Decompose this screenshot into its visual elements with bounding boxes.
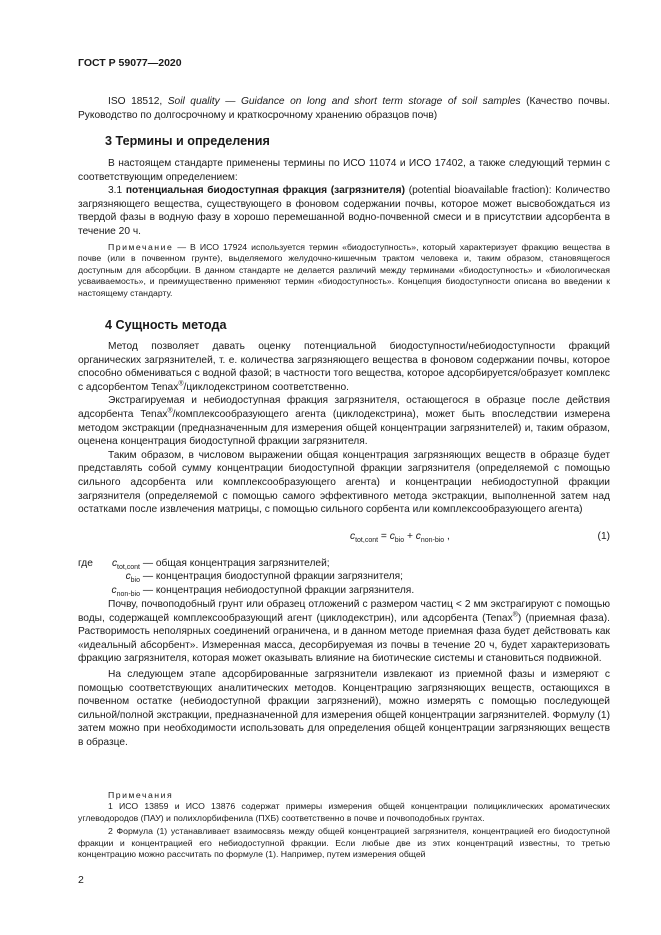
paragraph-4 (78, 598, 610, 666)
paragraph-5: На следующем этапе адсорбированные загрязнители извлекают из приемной фазы и измеряют с помощью соответствующих аналитических методов. Концентрацию загрязняющих веществ, остающихся в почвенном остатке (небиодоступной фракции загрязнений), можно измерять с помощью последующей сильной/полной экстракции, предназначенной для измерения общей концентрации загрязнителей. Формулу (1) затем можно при необходимости использовать для определения общей концентрации загрязняющих веществ в образце. (78, 668, 610, 748)
note-1: 1 ИСО 13859 и ИСО 13876 содержат примеры измерения общей концентрации полициклических ароматических углеводородов (ПАУ) и полихлорбифенила (ПХБ) соответственно в почве и почвоподобных грунтах. (78, 801, 610, 823)
legend-row (78, 584, 414, 597)
reference-title: Soil quality — Guidance on long and short term storage of soil samples (167, 96, 521, 107)
formula-legend (78, 557, 414, 597)
section-3-note (78, 242, 610, 299)
where-word: где (78, 558, 93, 569)
p4-text: Почву, почвоподобный грунт или образец отложений с размером частиц < 2 мм экстрагируют с помощью воды, содержащей комплексообразующий агент (циклодекстрин), или адсорбента (Tenax (78, 599, 610, 624)
paragraph-2 (78, 394, 610, 448)
sub-tot: tot,cont (355, 537, 379, 545)
section-3-title: 3 Термины и определения (105, 134, 270, 148)
legend-desc: — концентрация небиодоступной фракции загрязнителя. (142, 584, 415, 596)
registered-mark: ® (178, 380, 184, 388)
legend-sub: non-bio (116, 590, 140, 598)
sub-bio: bio (394, 537, 405, 545)
term-text: (potential bioavailable fraction): Количество загрязняющего вещества, существующего в фоновом содержании почвы, которое может высвобождаться из твердой фазы в водную фазу в хорошо перемешанной водно-почвенной смеси и в присутствии адсорбента в течение 20 ч. (78, 185, 610, 237)
legend-symbol (78, 570, 140, 583)
legend-row (78, 557, 414, 570)
symbol-c: c (389, 531, 395, 542)
reference-code: ISO 18512, (108, 96, 163, 107)
sub-nonbio: non-bio (420, 537, 445, 545)
section-4-body-continued (78, 598, 610, 750)
notes-label: Примечания (108, 790, 174, 800)
note-label: Примечание (108, 242, 174, 252)
legend-sub: bio (130, 577, 140, 585)
legend-sub: tot,cont (117, 564, 140, 572)
symbol-c: c (415, 531, 421, 542)
symbol-c: c (350, 531, 356, 542)
symbol-c: c (111, 584, 117, 596)
p2-text: Экстрагируемая и небиодоступная фракция загрязнителя, остающегося в образце после действия адсорбента Tenax (78, 395, 610, 420)
section-4-notes (78, 790, 610, 860)
note-2: 2 Формула (1) устанавливает взаимосвязь между общей концентрацией загрязнителя, концентрацией его биодоступной фракции и концентрацией его небиодоступной фракции. Если любые две из этих концентраций известны, то третью концентрацию можно рассчитать по формуле (1). Например, путем измерения общей (78, 826, 610, 860)
section-4-body (78, 340, 610, 517)
reference-iso-18512 (78, 95, 610, 122)
symbol-c: c (125, 571, 131, 583)
term-number: 3.1 (108, 185, 123, 197)
registered-mark: ® (167, 407, 173, 415)
legend-symbol (78, 584, 140, 597)
legend-desc: — концентрация биодоступной фракции загрязнителя; (142, 571, 403, 583)
p1-text-end: /циклодекстрином соответственно. (183, 381, 349, 393)
comma: , (444, 531, 450, 542)
page-number: 2 (78, 874, 84, 886)
paragraph-1 (78, 340, 610, 394)
paragraph-3: Таким образом, в числовом выражении общая концентрация загрязняющих веществ в образце будет представлять собой сумму концентрации биодоступной фракции загрязнителя (определяемой с помощью сильного адсорбента или комплексообразующего агента) и концентрации небиодоступной фракции загрязнителя (определяемой с помощью самого эффективного метода экстракции, выполненной затем над остатками после извлечения матрицы, с помощью сильного сорбента или комплексообразующего агента) (78, 449, 610, 516)
standard-header: ГОСТ Р 59077—2020 (78, 57, 182, 69)
section-3-body (78, 157, 610, 239)
reference-rest: (Качество почвы. Руководство по долгосрочному и краткосрочному хранению образцов почв) (78, 96, 610, 121)
p4-text-end: ) (приемная фаза). Растворимость неполярных соединений ограничена, и в данном методе приемная фаза будет действовать как «идеальный абсорбент». Измеренная масса, десорбируемая из почвы в течение 20 ч, будет характеризовать фракцию загрязнителя, которая может оказывать влияние на биотические системы и становиться подвижной. (78, 612, 610, 665)
formula-1 (78, 531, 610, 545)
registered-mark: ® (512, 611, 518, 619)
formula-expression (350, 531, 450, 545)
term-name: потенциальная биодоступная фракция (загрязнителя) (125, 185, 405, 197)
section-3-intro: В настоящем стандарте применены термины по ИСО 11074 и ИСО 17402, а также следующий термин с соответствующим определением: (78, 158, 610, 183)
p2-text-end: /комплексообразующего агента (циклодекстрина), может быть впоследствии измерена методом экстракции (предназначенным для измерения общей концентрации загрязнителей) и, таким образом, оценена концентрация биодоступной фракции загрязнителя. (78, 408, 610, 448)
note-text: — В ИСО 17924 используется термин «биодоступность», который характеризует фракцию вещества в почве (или в почвенном грунте), выделяемого желудочно-кишечным трактом человека и, таким образом, становящегося доступным для абсорбции. В данном стандарте не делается различий между терминами «биодоступность» и «биологическая усваиваемость», и преимущественно применяют термин «биодоступность». Концепция биодоступности описана во введении к настоящему стандарту. (78, 242, 610, 298)
term-definition (78, 184, 610, 238)
plus: + (404, 531, 416, 542)
formula-number: (1) (597, 531, 610, 542)
symbol-c: c (111, 558, 118, 569)
equals: = (378, 531, 390, 542)
legend-desc: — общая концентрация загрязнителей; (142, 558, 330, 569)
p1-text: Метод позволяет давать оценку потенциальной биодоступности/небиодоступности фракций органических загрязнителей, т. е. количества загрязняющего вещества в фоновом содержании почвы, которое способно обмениваться с водной фазой; в частности того вещества, которое адсорбируется/образует комплекс с адсорбентом Tenax (78, 341, 610, 393)
legend-row (78, 570, 414, 583)
section-4-title: 4 Сущность метода (105, 318, 227, 332)
